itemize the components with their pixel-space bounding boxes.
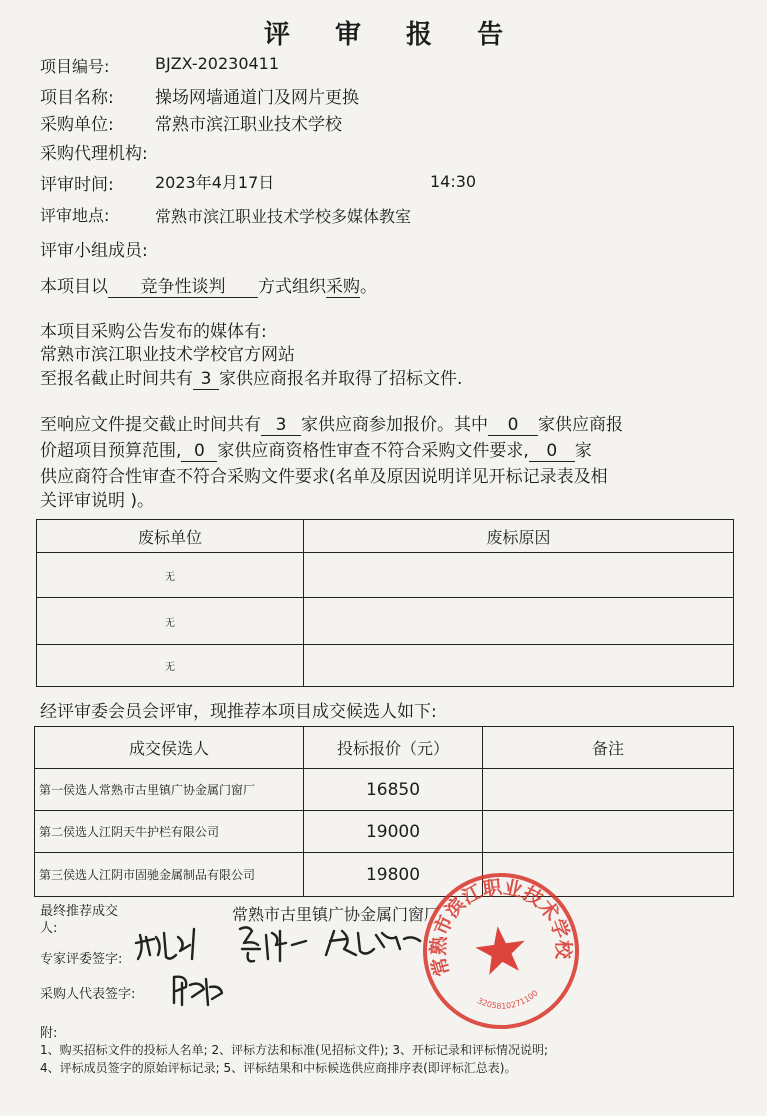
media-line-3-prefix: 至报名截止时间共有 xyxy=(40,369,193,389)
candidates-table xyxy=(34,726,734,897)
method-line xyxy=(40,272,377,298)
seal-text: 常熟市滨江职业技术学校 xyxy=(427,876,574,979)
media-count: 3 xyxy=(193,370,219,390)
response-text-1: 至响应文件提交截止时间共有 xyxy=(40,415,261,435)
invalid-reason-3 xyxy=(304,645,734,687)
method-end: 。 xyxy=(360,277,377,297)
invalid-header-unit: 废标单位 xyxy=(37,520,304,553)
media-line-1: 本项目采购公告发布的媒体有: xyxy=(40,322,267,342)
candidate-note-2 xyxy=(483,811,734,853)
review-place: 常熟市滨江职业技术学校多媒体教室 xyxy=(155,207,412,226)
candidate-name-1: 第一侯选人常熟市古里镇广协金属门窗厂 xyxy=(35,769,304,811)
response-count-3: 0 xyxy=(181,442,217,462)
final-label-2: 人: xyxy=(40,921,58,936)
seal-number: 3205810271100 xyxy=(475,988,540,1011)
media-line-3-suffix: 家供应商报名并取得了招标文件. xyxy=(219,369,463,389)
response-text-3: 家供应商报 xyxy=(538,415,623,435)
response-text-6: 家 xyxy=(574,441,592,461)
project-no: BJZX-20230411 xyxy=(155,54,280,73)
response-count-1: 3 xyxy=(261,416,301,436)
appendix-line-1: 1、购买招标文件的投标人名单; 2、评标方法和标准(见招标文件); 3、开标记录和评标情况说明; xyxy=(40,1043,549,1057)
seal-star-icon xyxy=(473,923,529,977)
buyer-signature-label: 采购人代表签字: xyxy=(40,987,136,1002)
final-label-1: 最终推荐成交 xyxy=(40,904,119,919)
invalid-reason-1 xyxy=(304,553,734,598)
response-line-3: 供应商符合性审查不符合采购文件要求(名单及原因说明详见开标记录表及相 xyxy=(40,467,608,487)
candidates-header-note: 备注 xyxy=(483,727,734,769)
appendix-line-2: 4、评标成员签字的原始评标记录; 5、评标结果和中标候选供应商排序表(即评标汇总表)。 xyxy=(40,1061,517,1075)
candidate-price-1: 16850 xyxy=(304,769,483,811)
invalid-unit-3: 无 xyxy=(37,645,304,687)
appendix-heading: 附: xyxy=(40,1026,58,1041)
review-place-label: 评审地点: xyxy=(40,206,110,225)
final-winner: 常熟市古里镇广协金属门窗厂 xyxy=(232,905,441,924)
invalid-header-reason: 废标原因 xyxy=(304,520,734,553)
page-title: 评 审 报 告 xyxy=(263,20,522,50)
media-line-3 xyxy=(40,364,462,390)
candidate-price-3: 19800 xyxy=(304,853,483,897)
panel-label: 评审小组成员: xyxy=(40,241,148,261)
method-middle: 方式组织 xyxy=(258,277,326,297)
media-line-2: 常熟市滨江职业技术学校官方网站 xyxy=(40,345,295,365)
invalid-unit-1: 无 xyxy=(37,553,304,598)
project-no-label: 项目编号: xyxy=(40,57,110,76)
project-name: 操场网墙通道门及网片更换 xyxy=(155,88,359,108)
review-date: 2023年4月17日 xyxy=(155,173,275,192)
expert-signature-label: 专家评委签字: xyxy=(40,952,123,967)
response-count-4: 0 xyxy=(529,442,575,462)
invalid-reason-2 xyxy=(304,598,734,645)
candidates-header-price: 投标报价（元） xyxy=(304,727,483,769)
svg-text:3205810271100 xyxy=(475,988,541,1015)
invalid-unit-2: 无 xyxy=(37,598,304,645)
response-line-1 xyxy=(40,410,623,436)
response-text-5: 家供应商资格性审查不符合采购文件要求, xyxy=(217,441,529,461)
project-name-label: 项目名称: xyxy=(40,88,114,108)
method-value: 竞争性谈判 xyxy=(108,278,258,298)
official-seal xyxy=(418,868,584,1034)
candidate-note-1 xyxy=(483,769,734,811)
review-time-label: 评审时间: xyxy=(40,175,114,195)
response-text-2: 家供应商参加报价。其中 xyxy=(301,415,488,435)
method-prefix: 本项目以 xyxy=(40,277,108,297)
agency-label: 采购代理机构: xyxy=(40,144,148,164)
invalid-bid-table xyxy=(36,519,734,687)
recommend-text: 经评审委会员会评审，现推荐本项目成交候选人如下: xyxy=(40,702,437,722)
purchaser-label: 采购单位: xyxy=(40,115,114,135)
handwritten-signatures xyxy=(130,915,450,1010)
response-line-4: 关评审说明 )。 xyxy=(40,491,155,511)
method-purchase: 采购 xyxy=(326,277,360,297)
response-count-2: 0 xyxy=(488,416,538,436)
purchaser: 常熟市滨江职业技术学校 xyxy=(155,115,342,135)
candidate-price-2: 19000 xyxy=(304,811,483,853)
candidate-name-2: 第二侯选人江阴天牛护栏有限公司 xyxy=(35,811,304,853)
candidate-name-3: 第三侯选人江阴市固驰金属制品有限公司 xyxy=(35,853,304,897)
response-text-4: 价超项目预算范围, xyxy=(40,441,182,461)
review-clock: 14:30 xyxy=(430,172,477,191)
response-line-2 xyxy=(40,436,592,462)
candidates-header-name: 成交侯选人 xyxy=(35,727,304,769)
